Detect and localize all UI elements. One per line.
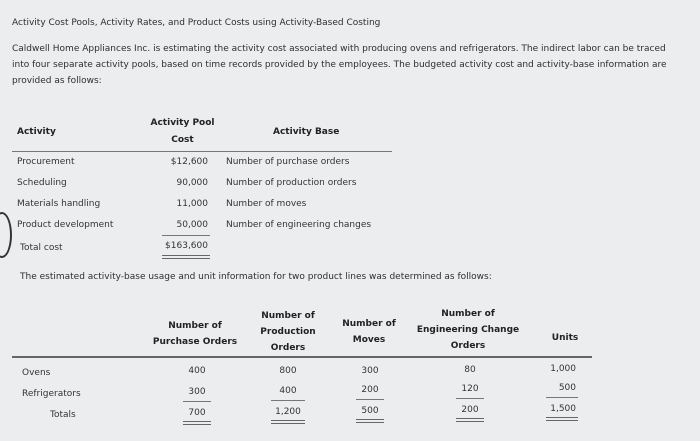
table1-row-cost: 90,000 — [176, 178, 208, 188]
table2-eng-total: 200 — [461, 405, 479, 415]
table1-row-activity: Materials handling — [17, 199, 101, 209]
table1-row-base: Number of engineering changes — [226, 220, 372, 230]
table2-eng-value: 120 — [461, 384, 479, 394]
subtotal-rule — [356, 399, 384, 400]
table1-row-activity: Scheduling — [17, 178, 67, 188]
table2-row-label: Refrigerators — [22, 389, 81, 399]
table1-header-rule — [12, 151, 392, 152]
table1-row-base: Number of purchase orders — [226, 157, 350, 167]
intro-paragraph: Caldwell Home Appliances Inc. is estimating the activity cost associated with producing ovens and refrigerators. The indirect labor can be traced into four separate activity pools, based on time records provided by the employees. The budgeted activity cost and activity-base information are provided as follows: — [12, 44, 667, 86]
activity-base-header: Activity Base — [273, 127, 340, 137]
total-double-rule — [456, 418, 484, 422]
table1-row-activity: Product development — [17, 220, 114, 230]
table2-purchase-total: 700 — [188, 408, 206, 418]
subtotal-rule — [456, 398, 484, 399]
table1-total-label: Total cost — [20, 243, 63, 253]
production-orders-header-line2: Production — [260, 327, 316, 337]
table1-row-base: Number of moves — [226, 199, 307, 209]
page-title: Activity Cost Pools, Activity Rates, and Product Costs using Activity-Based Costing — [12, 18, 381, 28]
purchase-orders-header-line2: Purchase Orders — [152, 337, 238, 347]
activity-header: Activity — [17, 127, 56, 137]
table1-row-cost: 50,000 — [176, 220, 208, 230]
activity-pool-cost-header-line2: Cost — [171, 135, 194, 145]
table2-production-value: 400 — [279, 386, 297, 396]
table2-totals-label: Totals — [50, 410, 76, 420]
table2-moves-total: 500 — [361, 406, 379, 416]
table2-row-label: Ovens — [22, 368, 51, 378]
subtotal-rule — [162, 235, 210, 236]
engineering-change-header-line1: Number of — [441, 309, 495, 319]
total-double-rule — [356, 419, 384, 423]
table2-purchase-value: 300 — [188, 387, 206, 397]
total-double-rule — [183, 421, 211, 425]
subtotal-rule — [546, 397, 578, 398]
subtotal-rule — [183, 401, 211, 402]
moves-header-line1: Number of — [342, 319, 396, 329]
table2-purchase-value: 400 — [188, 366, 206, 376]
table2-units-total: 1,500 — [550, 404, 576, 414]
purchase-orders-header-line1: Number of — [168, 321, 222, 331]
bracket-mark — [0, 212, 12, 258]
usage-note: The estimated activity-base usage and unit information for two product lines was determined as follows: — [20, 272, 492, 282]
activity-pool-cost-header-line1: Activity Pool — [150, 118, 215, 128]
table2-units-value: 500 — [558, 383, 576, 393]
total-double-rule — [162, 255, 210, 259]
engineering-change-header-line2: Engineering Change — [416, 325, 520, 335]
table1-row-cost: $12,600 — [170, 157, 208, 167]
table2-moves-value: 300 — [361, 366, 379, 376]
engineering-change-header-line3: Orders — [450, 341, 486, 351]
table2-eng-value: 80 — [464, 365, 476, 375]
total-double-rule — [546, 417, 578, 421]
table2-header-rule — [12, 356, 592, 358]
total-double-rule — [271, 420, 305, 424]
moves-header-line2: Moves — [352, 335, 386, 345]
table2-production-total: 1,200 — [275, 407, 301, 417]
table1-total-cost: $163,600 — [165, 241, 208, 251]
table1-row-activity: Procurement — [17, 157, 75, 167]
table2-production-value: 800 — [279, 366, 297, 376]
table1-row-cost: 11,000 — [176, 199, 208, 209]
table2-moves-value: 200 — [361, 385, 379, 395]
production-orders-header-line3: Orders — [270, 343, 306, 353]
production-orders-header-line1: Number of — [261, 311, 315, 321]
table2-units-value: 1,000 — [550, 364, 576, 374]
units-header: Units — [551, 333, 579, 343]
table1-row-base: Number of production orders — [226, 178, 357, 188]
subtotal-rule — [271, 400, 305, 401]
